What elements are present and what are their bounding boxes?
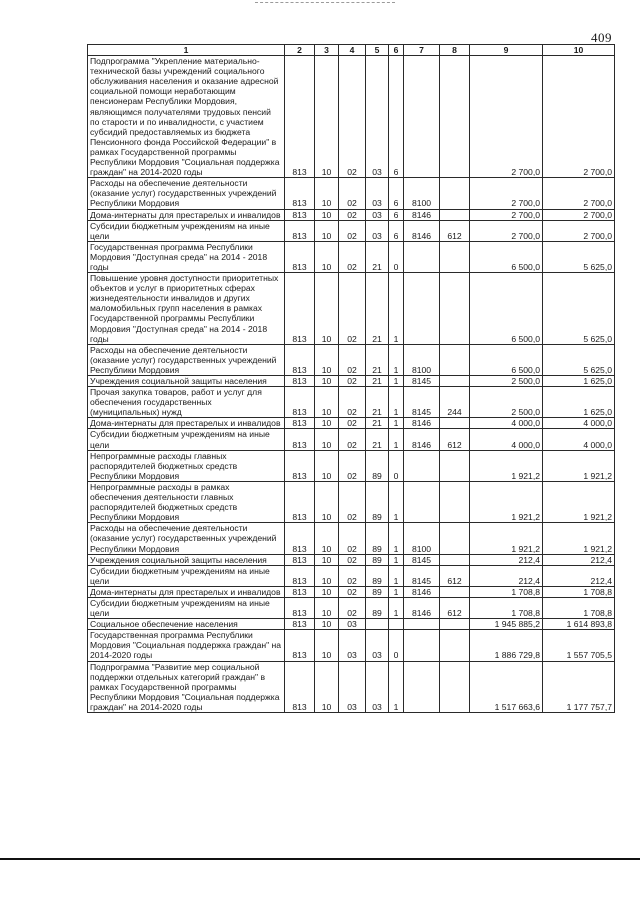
cell-c5: 21	[366, 376, 389, 387]
cell-c3: 10	[315, 241, 339, 272]
cell-c3: 10	[315, 387, 339, 418]
row-label: Субсидии бюджетным учреждениям на иные цели	[88, 429, 285, 450]
cell-c7: 8146	[404, 429, 440, 450]
cell-c4: 02	[339, 220, 366, 241]
cell-c4: 02	[339, 209, 366, 220]
cell-c7: 8146	[404, 209, 440, 220]
cell-c9: 2 700,0	[470, 56, 543, 178]
cell-c9: 6 500,0	[470, 273, 543, 345]
row-label: Расходы на обеспечение деятельности (оказание услуг) государственных учреждений Республики Мордовия	[88, 178, 285, 209]
cell-c6: 1	[389, 273, 404, 345]
cell-c3: 10	[315, 523, 339, 554]
cell-c7	[404, 619, 440, 630]
cell-c5: 21	[366, 241, 389, 272]
column-header: 8	[440, 45, 470, 56]
cell-c10: 5 625,0	[543, 273, 615, 345]
cell-c8	[440, 619, 470, 630]
cell-c3: 10	[315, 273, 339, 345]
cell-c7: 8146	[404, 418, 440, 429]
cell-c10: 4 000,0	[543, 418, 615, 429]
scan-artifact	[255, 2, 395, 7]
cell-c10: 1 625,0	[543, 376, 615, 387]
cell-c2: 813	[285, 376, 315, 387]
cell-c5: 21	[366, 429, 389, 450]
cell-c5: 21	[366, 418, 389, 429]
cell-c2: 813	[285, 481, 315, 522]
cell-c3: 10	[315, 209, 339, 220]
cell-c9: 1 708,8	[470, 586, 543, 597]
cell-c2: 813	[285, 387, 315, 418]
cell-c9: 212,4	[470, 554, 543, 565]
cell-c8: 612	[440, 565, 470, 586]
cell-c8	[440, 56, 470, 178]
cell-c5: 03	[366, 661, 389, 712]
table-row	[88, 481, 615, 522]
row-label: Расходы на обеспечение деятельности (оказание услуг) государственных учреждений Республики Мордовия	[88, 523, 285, 554]
cell-c4: 02	[339, 344, 366, 375]
cell-c7: 8145	[404, 376, 440, 387]
cell-c4: 02	[339, 597, 366, 618]
cell-c5: 21	[366, 387, 389, 418]
cell-c5: 89	[366, 565, 389, 586]
cell-c7: 8146	[404, 220, 440, 241]
row-label: Расходы на обеспечение деятельности (оказание услуг) государственных учреждений Республики Мордовия	[88, 344, 285, 375]
cell-c5: 89	[366, 450, 389, 481]
cell-c2: 813	[285, 597, 315, 618]
cell-c10: 2 700,0	[543, 178, 615, 209]
cell-c5: 03	[366, 220, 389, 241]
cell-c8	[440, 209, 470, 220]
cell-c8	[440, 418, 470, 429]
cell-c3: 10	[315, 429, 339, 450]
cell-c7	[404, 630, 440, 661]
table-row	[88, 418, 615, 429]
cell-c2: 813	[285, 209, 315, 220]
table-row	[88, 178, 615, 209]
column-header: 3	[315, 45, 339, 56]
cell-c4: 02	[339, 241, 366, 272]
row-label: Учреждения социальной защиты населения	[88, 376, 285, 387]
cell-c6: 6	[389, 220, 404, 241]
cell-c8: 244	[440, 387, 470, 418]
row-label: Непрограммные расходы главных распорядителей бюджетных средств Республики Мордовия	[88, 450, 285, 481]
table-header-row	[88, 45, 615, 56]
row-label: Государственная программа Республики Мордовия "Социальная поддержка граждан" на 2014-2020 годы	[88, 630, 285, 661]
row-label: Прочая закупка товаров, работ и услуг для обеспечения государственных (муниципальных) нужд	[88, 387, 285, 418]
cell-c3: 10	[315, 56, 339, 178]
cell-c7: 8145	[404, 565, 440, 586]
cell-c2: 813	[285, 586, 315, 597]
cell-c3: 10	[315, 344, 339, 375]
cell-c4: 02	[339, 273, 366, 345]
cell-c6: 0	[389, 450, 404, 481]
cell-c4: 02	[339, 565, 366, 586]
cell-c4: 02	[339, 387, 366, 418]
cell-c6: 1	[389, 418, 404, 429]
table-row	[88, 209, 615, 220]
cell-c7: 8100	[404, 523, 440, 554]
cell-c8	[440, 554, 470, 565]
cell-c5: 89	[366, 597, 389, 618]
cell-c6: 1	[389, 565, 404, 586]
table-row	[88, 565, 615, 586]
cell-c4: 02	[339, 450, 366, 481]
cell-c3: 10	[315, 565, 339, 586]
row-label: Субсидии бюджетным учреждениям на иные цели	[88, 597, 285, 618]
cell-c4: 02	[339, 56, 366, 178]
cell-c6: 6	[389, 209, 404, 220]
cell-c10: 1 921,2	[543, 450, 615, 481]
cell-c2: 813	[285, 619, 315, 630]
cell-c6: 1	[389, 661, 404, 712]
cell-c9: 4 000,0	[470, 418, 543, 429]
cell-c10: 2 700,0	[543, 56, 615, 178]
cell-c2: 813	[285, 429, 315, 450]
cell-c5: 89	[366, 481, 389, 522]
cell-c8	[440, 376, 470, 387]
table-row	[88, 429, 615, 450]
cell-c6: 1	[389, 554, 404, 565]
cell-c5: 89	[366, 523, 389, 554]
cell-c10: 1 177 757,7	[543, 661, 615, 712]
bottom-rule	[0, 858, 640, 860]
cell-c4: 03	[339, 661, 366, 712]
cell-c8	[440, 523, 470, 554]
cell-c2: 813	[285, 178, 315, 209]
cell-c3: 10	[315, 178, 339, 209]
cell-c10: 212,4	[543, 565, 615, 586]
cell-c6: 1	[389, 376, 404, 387]
table-row	[88, 220, 615, 241]
cell-c3: 10	[315, 450, 339, 481]
cell-c8	[440, 661, 470, 712]
cell-c8	[440, 241, 470, 272]
column-header: 9	[470, 45, 543, 56]
cell-c7	[404, 481, 440, 522]
cell-c4: 02	[339, 418, 366, 429]
table-row	[88, 387, 615, 418]
cell-c6	[389, 619, 404, 630]
table-row	[88, 619, 615, 630]
table-row	[88, 56, 615, 178]
cell-c4: 02	[339, 554, 366, 565]
cell-c8	[440, 481, 470, 522]
cell-c3: 10	[315, 481, 339, 522]
cell-c6: 6	[389, 178, 404, 209]
cell-c3: 10	[315, 597, 339, 618]
column-header: 5	[366, 45, 389, 56]
cell-c4: 02	[339, 376, 366, 387]
cell-c2: 813	[285, 450, 315, 481]
cell-c4: 03	[339, 630, 366, 661]
cell-c9: 2 700,0	[470, 209, 543, 220]
cell-c5: 89	[366, 554, 389, 565]
cell-c10: 1 708,8	[543, 586, 615, 597]
cell-c8: 612	[440, 597, 470, 618]
cell-c4: 02	[339, 429, 366, 450]
cell-c8	[440, 450, 470, 481]
cell-c9: 2 700,0	[470, 220, 543, 241]
row-label: Непрограммные расходы в рамках обеспечения деятельности главных распорядителей бюджетных средств Республики Мордовия	[88, 481, 285, 522]
row-label: Дома-интернаты для престарелых и инвалидов	[88, 586, 285, 597]
table-row	[88, 344, 615, 375]
row-label: Дома-интернаты для престарелых и инвалидов	[88, 209, 285, 220]
cell-c10: 1 625,0	[543, 387, 615, 418]
cell-c8	[440, 273, 470, 345]
cell-c2: 813	[285, 630, 315, 661]
cell-c3: 10	[315, 376, 339, 387]
cell-c2: 813	[285, 418, 315, 429]
cell-c4: 02	[339, 178, 366, 209]
cell-c5: 03	[366, 630, 389, 661]
cell-c3: 10	[315, 661, 339, 712]
cell-c6: 1	[389, 586, 404, 597]
table-row	[88, 597, 615, 618]
row-label: Повышение уровня доступности приоритетных объектов и услуг в приоритетных сферах жизнедеятельности инвалидов и других маломобильных групп населения в рамках Государственной программы Республики Мордовия "Доступная среда" на 2014 - 2018 годы	[88, 273, 285, 345]
cell-c2: 813	[285, 661, 315, 712]
cell-c7: 8145	[404, 387, 440, 418]
cell-c5: 03	[366, 209, 389, 220]
cell-c9: 1 708,8	[470, 597, 543, 618]
cell-c7	[404, 56, 440, 178]
cell-c7	[404, 661, 440, 712]
column-header: 2	[285, 45, 315, 56]
cell-c2: 813	[285, 220, 315, 241]
column-header: 6	[389, 45, 404, 56]
cell-c7: 8100	[404, 344, 440, 375]
cell-c2: 813	[285, 344, 315, 375]
cell-c8: 612	[440, 220, 470, 241]
cell-c10: 5 625,0	[543, 241, 615, 272]
cell-c3: 10	[315, 418, 339, 429]
cell-c5	[366, 619, 389, 630]
cell-c9: 6 500,0	[470, 344, 543, 375]
table-row	[88, 376, 615, 387]
cell-c10: 1 921,2	[543, 523, 615, 554]
cell-c6: 1	[389, 481, 404, 522]
cell-c8	[440, 178, 470, 209]
cell-c3: 10	[315, 220, 339, 241]
cell-c6: 0	[389, 630, 404, 661]
cell-c8	[440, 630, 470, 661]
cell-c3: 10	[315, 586, 339, 597]
cell-c9: 6 500,0	[470, 241, 543, 272]
cell-c9: 1 921,2	[470, 450, 543, 481]
cell-c2: 813	[285, 565, 315, 586]
cell-c6: 1	[389, 597, 404, 618]
column-header: 10	[543, 45, 615, 56]
cell-c5: 89	[366, 586, 389, 597]
cell-c10: 1 708,8	[543, 597, 615, 618]
cell-c5: 21	[366, 273, 389, 345]
cell-c10: 2 700,0	[543, 220, 615, 241]
row-label: Субсидии бюджетным учреждениям на иные цели	[88, 220, 285, 241]
cell-c4: 02	[339, 481, 366, 522]
cell-c8	[440, 586, 470, 597]
cell-c9: 4 000,0	[470, 429, 543, 450]
row-label: Подпрограмма "Укрепление материально-технической базы учреждений социального обслуживания населения и оказание адресной социальной помощи неработающим пенсионерам Республики Мордовия, являющимся получателями трудовых пенсий по старости и по инвалидности, с участием субсидий предоставляемых из бюджета Пенсионного фонда Российской Федерации" в рамках Государственной программы Республики Мордовия "Социальная поддержка граждан" на 2014-2020 годы	[88, 56, 285, 178]
cell-c8	[440, 344, 470, 375]
cell-c10: 1 557 705,5	[543, 630, 615, 661]
cell-c10: 4 000,0	[543, 429, 615, 450]
cell-c2: 813	[285, 273, 315, 345]
cell-c7: 8145	[404, 554, 440, 565]
cell-c9: 1 945 885,2	[470, 619, 543, 630]
cell-c9: 2 700,0	[470, 178, 543, 209]
cell-c5: 21	[366, 344, 389, 375]
cell-c10: 1 614 893,8	[543, 619, 615, 630]
cell-c7	[404, 273, 440, 345]
cell-c9: 1 921,2	[470, 523, 543, 554]
cell-c6: 1	[389, 429, 404, 450]
cell-c2: 813	[285, 554, 315, 565]
cell-c2: 813	[285, 523, 315, 554]
cell-c8: 612	[440, 429, 470, 450]
row-label: Подпрограмма "Развитие мер социальной поддержки отдельных категорий граждан" в рамках Государственной программы Республики Мордовия "Социальная поддержка граждан" на 2014-2020 годы	[88, 661, 285, 712]
cell-c7: 8100	[404, 178, 440, 209]
table-row	[88, 661, 615, 712]
cell-c2: 813	[285, 56, 315, 178]
cell-c4: 02	[339, 586, 366, 597]
cell-c6: 1	[389, 387, 404, 418]
table-row	[88, 586, 615, 597]
table-row	[88, 630, 615, 661]
cell-c10: 212,4	[543, 554, 615, 565]
cell-c9: 1 886 729,8	[470, 630, 543, 661]
cell-c4: 03	[339, 619, 366, 630]
row-label: Учреждения социальной защиты населения	[88, 554, 285, 565]
cell-c6: 6	[389, 56, 404, 178]
cell-c6: 0	[389, 241, 404, 272]
column-header: 1	[88, 45, 285, 56]
cell-c4: 02	[339, 523, 366, 554]
cell-c9: 2 500,0	[470, 387, 543, 418]
cell-c9: 2 500,0	[470, 376, 543, 387]
table-row	[88, 273, 615, 345]
column-header: 4	[339, 45, 366, 56]
cell-c5: 03	[366, 178, 389, 209]
cell-c2: 813	[285, 241, 315, 272]
cell-c9: 1 517 663,6	[470, 661, 543, 712]
cell-c3: 10	[315, 554, 339, 565]
row-label: Дома-интернаты для престарелых и инвалидов	[88, 418, 285, 429]
cell-c5: 03	[366, 56, 389, 178]
cell-c7: 8146	[404, 597, 440, 618]
cell-c10: 5 625,0	[543, 344, 615, 375]
row-label: Субсидии бюджетным учреждениям на иные цели	[88, 565, 285, 586]
cell-c7	[404, 241, 440, 272]
cell-c6: 1	[389, 523, 404, 554]
table-row	[88, 450, 615, 481]
cell-c7: 8146	[404, 586, 440, 597]
cell-c6: 1	[389, 344, 404, 375]
cell-c9: 1 921,2	[470, 481, 543, 522]
column-header: 7	[404, 45, 440, 56]
row-label: Социальное обеспечение населения	[88, 619, 285, 630]
row-label: Государственная программа Республики Мордовия "Доступная среда" на 2014 - 2018 годы	[88, 241, 285, 272]
table-row	[88, 554, 615, 565]
page-number: 409	[591, 30, 612, 45]
cell-c10: 2 700,0	[543, 209, 615, 220]
cell-c10: 1 921,2	[543, 481, 615, 522]
cell-c9: 212,4	[470, 565, 543, 586]
cell-c7	[404, 450, 440, 481]
table-row	[88, 241, 615, 272]
budget-table	[87, 44, 615, 713]
cell-c3: 10	[315, 619, 339, 630]
table-row	[88, 523, 615, 554]
cell-c3: 10	[315, 630, 339, 661]
